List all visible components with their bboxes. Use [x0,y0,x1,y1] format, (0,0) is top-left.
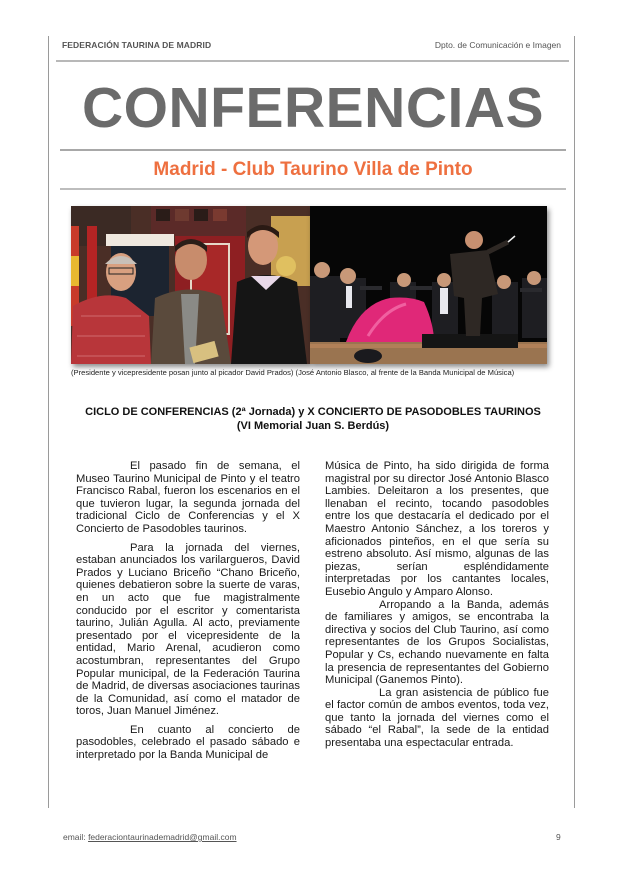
email-link[interactable]: federaciontaurinademadrid@gmail.com [88,832,237,842]
section-subtitle: Madrid - Club Taurino Villa de Pinto [153,159,473,180]
photo-caption: (Presidente y vicepresidente posan junto al picador David Prados) (José Antonio Blasco, al frente de la Banda Municipal de Música) [71,368,515,377]
article-title-line-1: CICLO DE CONFERENCIAS (2ª Jornada) y X CONCIERTO DE PASODOBLES TAURINOS [85,406,541,418]
article-title [60,405,566,433]
title-divider-top [60,149,566,151]
band-photo-illustration [310,206,547,364]
paragraph: Arropando a la Banda, además de familiares y amigos, se encontraba la directiva y socios del Club Taurino, así como representantes de los Grupos Socialistas, Popular y Cs, echando nuevamente en falta la presencia de representantes del Gobierno Municipal (Ganemos Pinto). [325,598,549,687]
article-title-line-2: (VI Memorial Juan S. Berdús) [236,420,390,432]
email-label: email: [63,832,86,842]
page-number: 9 [556,832,561,842]
group-photo-illustration [71,206,310,364]
paragraph: Para la jornada del viernes, estaban anunciados los varilargueros, David Prados y Luciano Briceño “Chano Briceño, quienes debatieron sobre la suerte de varas, en un acto que fue magistralmente conducido por el escritor y comentarista taurino, Julián Agulla. Al acto, previamente presentado por el vicepresidente de la entidad, Mario Arenal, acudieron como acostumbran, representantes del Grupo Popular municipal, de la Federación Taurina de Madrid, de diversas asociaciones taurinas de la Comunidad, así como el matador de toros, Juan Manuel Jiménez. [76,541,300,718]
paragraph: El pasado fin de semana, el Museo Taurino Municipal de Pinto y el teatro Francisco Rabal, fueron los escenarios en el que tuvieron lugar, la segunda jornada del tradicional Ciclo de Conferencias y el X Concierto de Pasodobles taurinos. [76,460,300,535]
header-divider [56,60,569,62]
section-title: CONFERENCIAS [81,76,545,140]
group-photo [71,206,310,364]
page-frame-left-border [48,36,49,808]
paragraph: La gran asistencia de público fue el factor común de ambos eventos, toda vez, que tanto la jornada del viernes como el sábado “el Rabal”, la sede de la entidad presentaba una espectacular entrada. [325,686,549,750]
band-photo [310,206,547,364]
header-department: Dpto. de Comunicación e Imagen [434,40,561,50]
page-frame-right-border [574,36,575,808]
title-divider-bottom [60,188,566,190]
paragraph: En cuanto al concierto de pasodobles, celebrado el pasado sábado e interpretado por la Banda Municipal de [76,723,300,762]
paragraph: Música de Pinto, ha sido dirigida de forma magistral por su director José Antonio Blasco Lambies. Deleitaron a los presentes, que llenaban el recinto, tocando pasodobles entre los que destacaría el dedicado por el Maestro Antonio Sánchez, a los toreros y aficionados pinteños, en el que sería su estreno absoluto. Así mismo, algunas de las piezas, serían espléndidamente interpretadas por los cantantes locales, Eusebio Angulo y Amparo Alonso. [325,460,549,598]
header-organization: FEDERACIÓN TAURINA DE MADRID [62,40,212,50]
article-column-left [76,460,300,762]
article-column-right [325,460,549,750]
footer-email [63,832,237,842]
